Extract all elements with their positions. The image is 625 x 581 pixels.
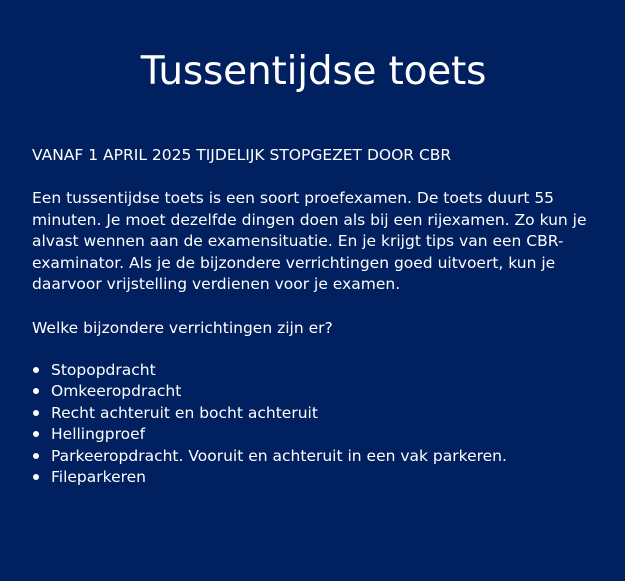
list-item [32, 467, 595, 489]
bullet-icon [33, 410, 39, 416]
list-item [32, 360, 595, 382]
page-title: Tussentijdse toets [140, 49, 487, 94]
suspension-notice: VANAF 1 APRIL 2025 TIJDELIJK STOPGEZET DOOR CBR [32, 146, 452, 164]
list-item-label: Hellingproef [51, 425, 146, 443]
bullet-icon [33, 431, 39, 437]
list-item-label: Fileparkeren [51, 468, 146, 486]
maneuver-list [32, 360, 595, 489]
list-item [32, 381, 595, 403]
intro-paragraph: Een tussentijdse toets is een soort proefexamen. De toets duurt 55 minuten. Je moet dezelfde dingen doen als bij een rijexamen. Zo kun je alvast wennen aan de examensituatie. En je krijgt tips van een CBR-examinator. Als je de bijzondere verrichtingen goed uitvoert, kun je daarvoor vrijstelling verdienen voor je examen. [32, 189, 587, 293]
list-item-label: Omkeeropdracht [51, 382, 182, 400]
list-item-label: Parkeeropdracht. Vooruit en achteruit in een vak parkeren. [51, 446, 507, 465]
list-item [32, 403, 595, 425]
bullet-icon [33, 388, 39, 394]
list-item-label: Stopopdracht [51, 360, 156, 379]
list-item-label: Recht achteruit en bocht achteruit [51, 403, 318, 422]
bullet-icon [33, 367, 39, 373]
bullet-icon [33, 474, 39, 480]
question-heading: Welke bijzondere verrichtingen zijn er? [32, 318, 333, 337]
list-item [32, 446, 595, 468]
list-item [32, 424, 595, 446]
bullet-icon [33, 453, 39, 459]
